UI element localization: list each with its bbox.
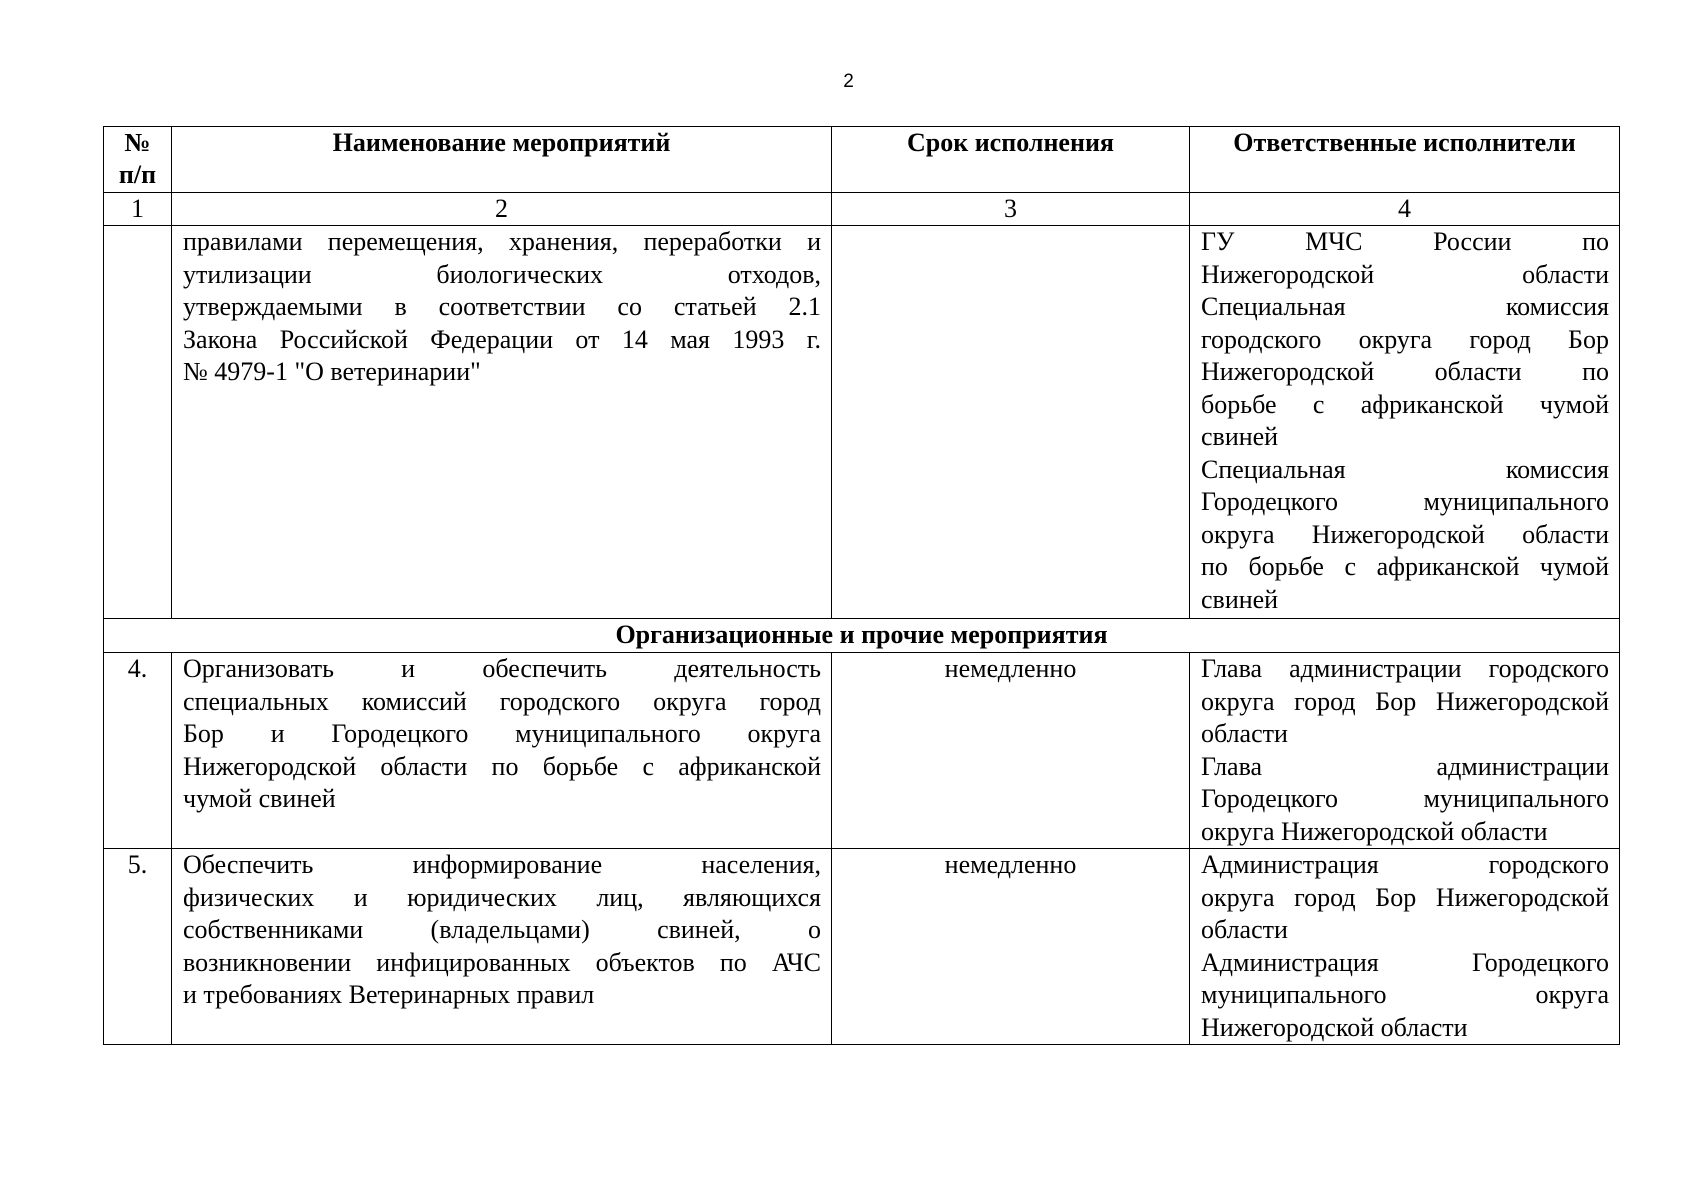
header-deadline: Срок исполнения <box>832 127 1190 193</box>
text-line: Администрация Городецкого <box>1201 947 1609 977</box>
text-line: Администрация городского <box>1201 850 1609 879</box>
text-line: Нижегородской области <box>1201 1012 1468 1042</box>
text-line: свиней <box>1201 422 1279 451</box>
text-line: области <box>1201 719 1288 748</box>
header-number-sign: № <box>124 128 151 157</box>
text-line: Городецкого муниципального <box>1201 487 1609 516</box>
text-line: Специальная комиссия <box>1201 292 1609 321</box>
table-header-row <box>104 127 1620 193</box>
text-line: возникновении инфицированных объектов по АЧС <box>183 947 821 977</box>
text-line: округа Нижегородской области <box>1201 519 1609 549</box>
text-line: округа город Бор Нижегородской <box>1201 686 1609 716</box>
text-line: Нижегородской области по борьбе с африканской <box>183 751 821 781</box>
text-line: области <box>1201 915 1288 944</box>
text-line: чумой свиней <box>183 784 336 813</box>
responsible-cell <box>1190 653 1620 849</box>
text-line: Закона Российской Федерации от 14 мая 1993 г. <box>183 324 821 354</box>
text-line: утилизации биологических отходов, <box>183 259 821 289</box>
responsible-text <box>1190 849 1619 1044</box>
responsible-text <box>1190 226 1619 616</box>
column-number: 1 <box>104 193 172 226</box>
activity-cell <box>172 849 832 1045</box>
header-activities: Наименование мероприятий <box>172 127 832 193</box>
text-line: Глава администрации <box>1201 751 1609 781</box>
page-number: 2 <box>843 71 854 92</box>
text-line: борьбе с африканской чумой <box>1201 389 1609 419</box>
deadline-cell <box>832 226 1190 619</box>
text-line: собственниками (владельцами) свиней, о <box>183 915 821 944</box>
text-line: Обеспечить информирование населения, <box>183 850 821 879</box>
activities-table <box>103 126 1620 1045</box>
responsible-cell <box>1190 226 1620 619</box>
column-number: 4 <box>1190 193 1620 226</box>
text-line: Городецкого муниципального <box>1201 784 1609 813</box>
responsible-cell <box>1190 849 1620 1045</box>
text-line: по борьбе с африканской чумой <box>1201 552 1609 581</box>
row-number: 4. <box>104 653 172 849</box>
column-number: 2 <box>172 193 832 226</box>
text-line: городского округа город Бор <box>1201 324 1609 354</box>
text-line: Нижегородской области <box>1201 259 1609 289</box>
text-line: Организовать и обеспечить деятельность <box>183 654 821 683</box>
activity-cell <box>172 653 832 849</box>
text-line: специальных комиссий городского округа город <box>183 686 821 716</box>
text-line: Нижегородской области по <box>1201 357 1609 386</box>
table-row <box>104 226 1620 619</box>
responsible-text <box>1190 653 1619 848</box>
section-title: Организационные и прочие мероприятия <box>104 619 1620 653</box>
row-number: 5. <box>104 849 172 1045</box>
deadline-cell: немедленно <box>832 653 1190 849</box>
text-line: округа город Бор Нижегородской <box>1201 882 1609 912</box>
text-line: ГУ МЧС России по <box>1201 227 1609 256</box>
column-number: 3 <box>832 193 1190 226</box>
row-number <box>104 226 172 619</box>
text-line: муниципального округа <box>1201 980 1609 1009</box>
header-number <box>104 127 172 193</box>
activity-text <box>172 226 831 389</box>
text-line: свиней <box>1201 584 1279 614</box>
text-line: утверждаемыми в соответствии со статьей 2.1 <box>183 292 821 321</box>
table-row <box>104 849 1620 1045</box>
activity-text <box>172 849 831 1012</box>
text-line: № 4979-1 "О ветеринарии" <box>183 357 481 386</box>
text-line: правилами перемещения, хранения, переработки и <box>183 227 821 256</box>
header-number-abbr: п/п <box>118 160 157 189</box>
text-line: Бор и Городецкого муниципального округа <box>183 719 821 748</box>
section-heading-row <box>104 619 1620 653</box>
column-number-row <box>104 193 1620 226</box>
deadline-cell: немедленно <box>832 849 1190 1045</box>
activity-text <box>172 653 831 816</box>
text-line: Глава администрации городского <box>1201 654 1609 683</box>
text-line: Специальная комиссия <box>1201 454 1609 484</box>
activity-cell <box>172 226 832 619</box>
text-line: физических и юридических лиц, являющихся <box>183 882 821 912</box>
header-responsible: Ответственные исполнители <box>1190 127 1620 193</box>
text-line: округа Нижегородской области <box>1201 816 1548 846</box>
table-row <box>104 653 1620 849</box>
text-line: и требованиях Ветеринарных правил <box>183 980 595 1009</box>
